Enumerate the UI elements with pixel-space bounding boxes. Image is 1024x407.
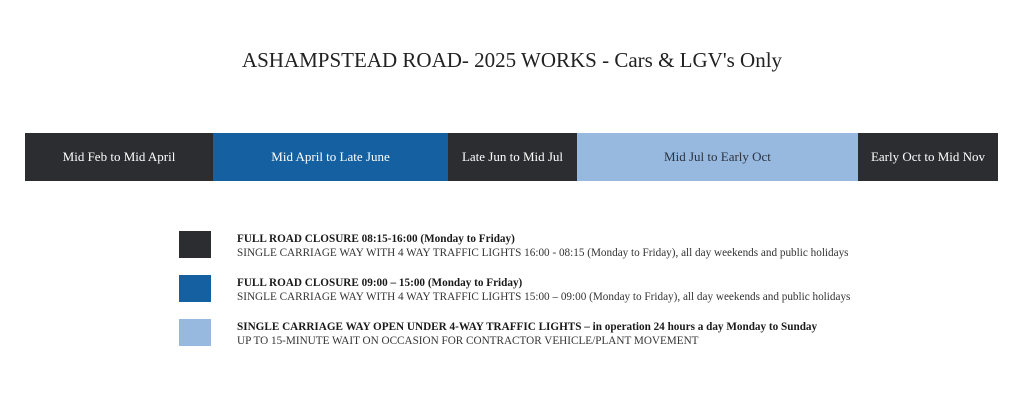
- legend: [179, 229, 939, 361]
- timeline-phase-1: [25, 133, 213, 181]
- timeline-phase-3: [448, 133, 577, 181]
- legend-text: [237, 277, 850, 304]
- timeline-phase-label: Mid April to Late June: [271, 149, 390, 164]
- legend-text: [237, 233, 849, 260]
- legend-text: [237, 321, 817, 348]
- legend-heading: FULL ROAD CLOSURE 08:15-16:00 (Monday to Friday): [237, 233, 515, 245]
- legend-swatch: [179, 275, 211, 302]
- timeline-phase-label: Mid Feb to Mid April: [62, 149, 176, 164]
- timeline-phase-4: [577, 133, 858, 181]
- timeline-phase-label: Mid Jul to Early Oct: [664, 149, 771, 164]
- page-title: ASHAMPSTEAD ROAD- 2025 WORKS - Cars & LGV's Only: [241, 48, 783, 72]
- legend-heading: FULL ROAD CLOSURE 09:00 – 15:00 (Monday to Friday): [237, 277, 523, 289]
- works-timeline: [25, 133, 998, 181]
- legend-item-full-closure-1: [179, 229, 939, 273]
- legend-swatch: [179, 231, 211, 258]
- legend-heading: SINGLE CARRIAGE WAY OPEN UNDER 4-WAY TRAFFIC LIGHTS – in operation 24 hours a day Monday to Sunday: [237, 321, 818, 333]
- timeline-phase-label: Late Jun to Mid Jul: [461, 149, 564, 164]
- legend-detail: SINGLE CARRIAGE WAY WITH 4 WAY TRAFFIC LIGHTS 15:00 – 09:00 (Monday to Friday), all day weekends and public holidays: [237, 290, 851, 303]
- legend-swatch: [179, 319, 211, 346]
- legend-detail: SINGLE CARRIAGE WAY WITH 4 WAY TRAFFIC LIGHTS 16:00 - 08:15 (Monday to Friday), all day weekends and public holidays: [237, 246, 849, 259]
- legend-detail: UP TO 15-MINUTE WAIT ON OCCASION FOR CONTRACTOR VEHICLE/PLANT MOVEMENT: [237, 334, 699, 347]
- timeline-phase-5: [858, 133, 998, 181]
- timeline-phase-2: [213, 133, 448, 181]
- timeline-phase-label: Early Oct to Mid Nov: [870, 149, 986, 164]
- legend-item-single-carriage: [179, 317, 939, 361]
- legend-item-full-closure-2: [179, 273, 939, 317]
